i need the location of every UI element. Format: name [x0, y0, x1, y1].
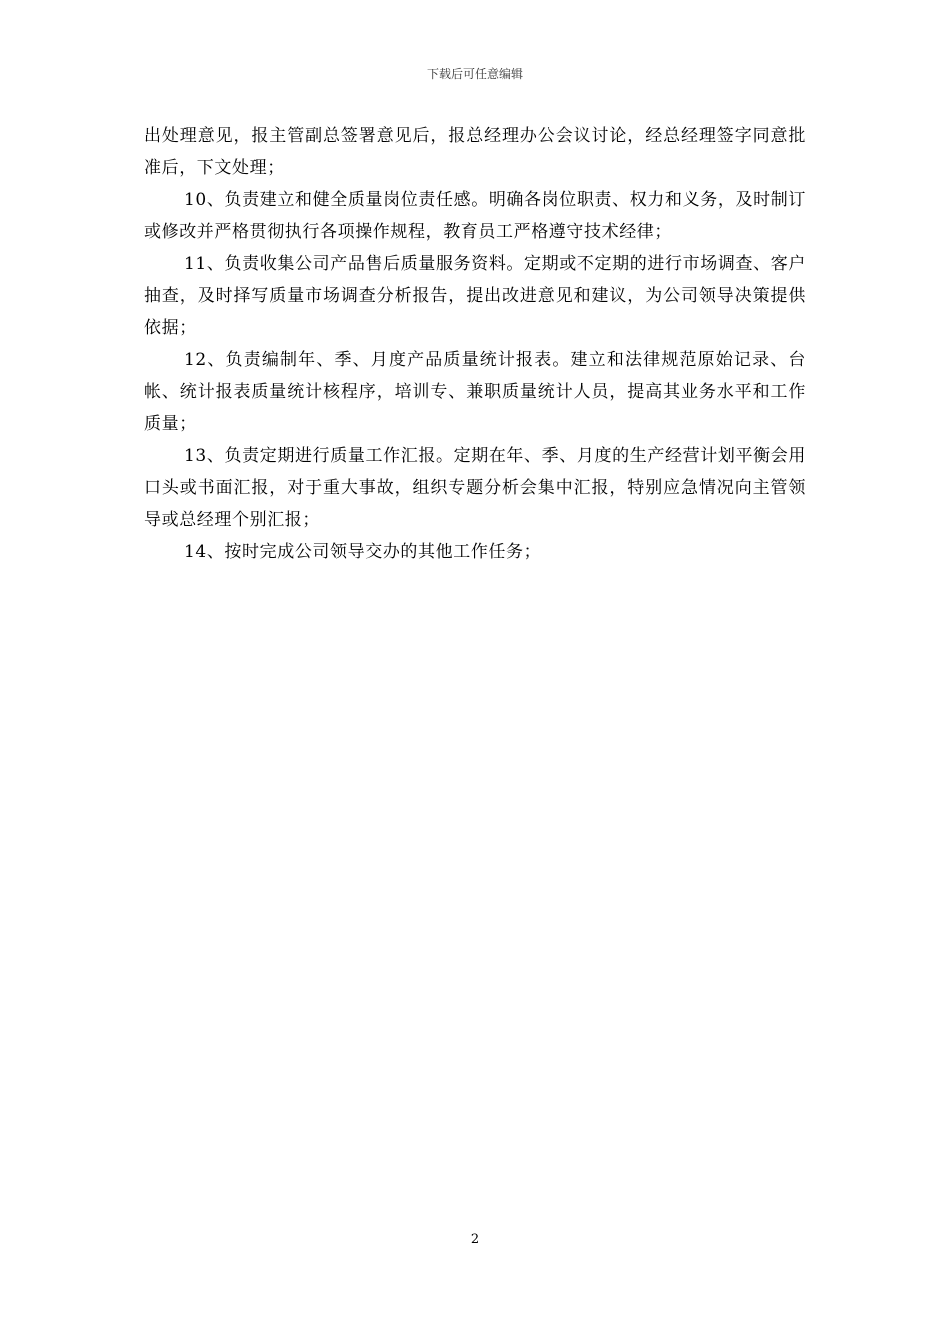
paragraph-item-11: 11、负责收集公司产品售后质量服务资料。定期或不定期的进行市场调查、客户抽查，及时择写质量市场调查分析报告，提出改进意见和建议，为公司领导决策提供依据；: [144, 254, 806, 338]
paragraph-item-10: 10、负责建立和健全质量岗位责任感。明确各岗位职责、权力和义务，及时制订或修改并严格贯彻执行各项操作规程，教育员工严格遵守技术经律；: [144, 190, 806, 242]
paragraph-item-13: 13、负责定期进行质量工作汇报。定期在年、季、月度的生产经营计划平衡会用口头或书面汇报，对于重大事故，组织专题分析会集中汇报，特别应急情况向主管领导或总经理个别汇报；: [144, 446, 806, 530]
paragraph-continuation: 出处理意见，报主管副总签署意见后，报总经理办公会议讨论，经总经理签字同意批准后，下文处理；: [144, 126, 806, 178]
document-body: [144, 120, 806, 568]
paragraph-item-14: 14、按时完成公司领导交办的其他工作任务；: [184, 542, 542, 562]
page-header: 下载后可任意编辑: [426, 67, 523, 81]
page-number: 2: [470, 1232, 480, 1247]
paragraph-item-12: 12、负责编制年、季、月度产品质量统计报表。建立和法律规范原始记录、台帐、统计报表质量统计核程序，培训专、兼职质量统计人员，提高其业务水平和工作质量；: [144, 350, 806, 434]
